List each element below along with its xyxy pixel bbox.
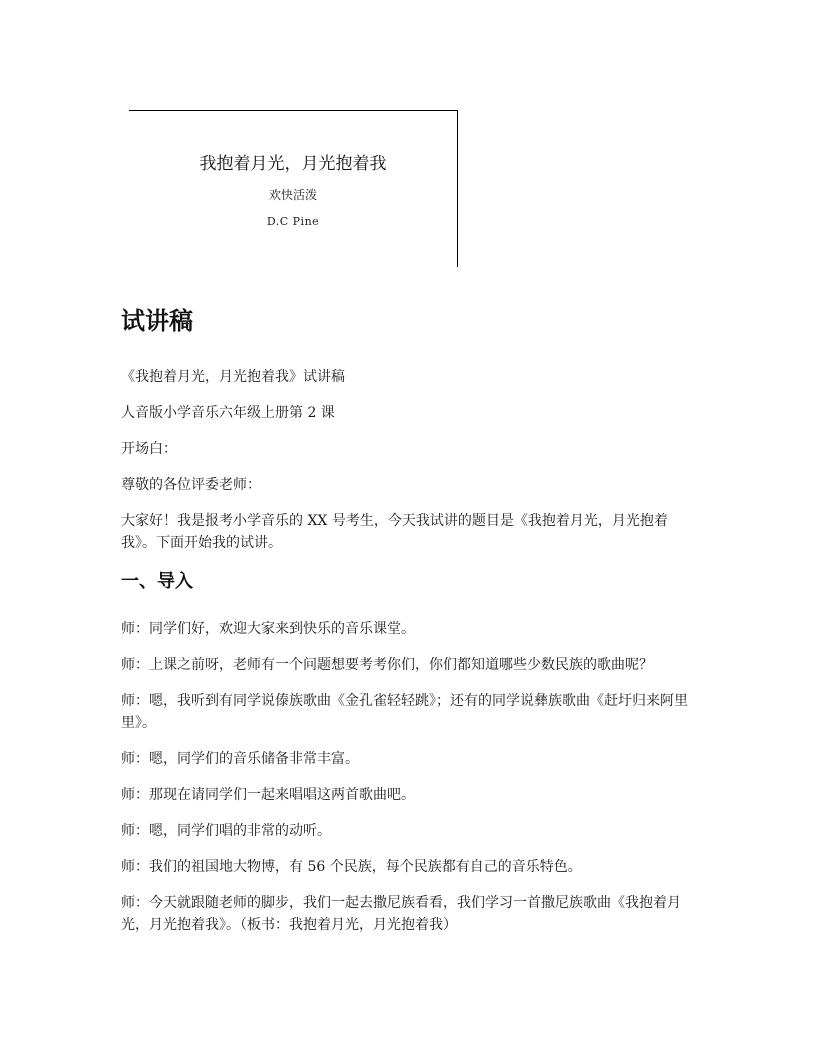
intro-paragraph: 开场白： <box>121 441 177 457</box>
dialogue-paragraph: 师：嗯，我听到有同学说傣族歌曲《金孔雀轻轻跳》；还有的同学说彝族歌曲《赶圩归来阿里里》。 <box>121 693 688 731</box>
document-title: 试讲稿 <box>121 307 193 335</box>
dialogue-paragraph: 师：上课之前呀，老师有一个问题想要考考你们，你们都知道哪些少数民族的歌曲呢？ <box>121 657 653 673</box>
intro-paragraph: 《我抱着月光，月光抱着我》试讲稿 <box>121 369 345 385</box>
score-author: D.C Pine <box>266 215 320 228</box>
score-header-image <box>129 110 458 267</box>
section-heading-intro: 一、导入 <box>121 571 193 592</box>
dialogue-paragraph: 师：嗯，同学们唱的非常的动听。 <box>121 823 331 839</box>
intro-paragraph: 尊敬的各位评委老师： <box>121 477 261 493</box>
document-body <box>121 300 701 950</box>
dialogue-paragraph: 师：我们的祖国地大物博，有 56 个民族，每个民族都有自己的音乐特色。 <box>121 859 582 875</box>
dialogue-paragraph: 师：嗯，同学们的音乐储备非常丰富。 <box>121 751 359 767</box>
dialogue-paragraph: 师：那现在请同学们一起来唱唱这两首歌曲吧。 <box>121 787 415 803</box>
score-title: 我抱着月光，月光抱着我 <box>199 154 387 174</box>
dialogue-paragraph: 师：今天就跟随老师的脚步，我们一起去撒尼族看看，我们学习一首撒尼族歌曲《我抱着月光，月光抱着我》。（板书：我抱着月光，月光抱着我） <box>121 895 681 933</box>
intro-paragraph: 人音版小学音乐六年级上册第 2 课 <box>121 405 335 421</box>
dialogue-paragraph: 师：同学们好，欢迎大家来到快乐的音乐课堂。 <box>121 621 415 637</box>
intro-paragraph: 大家好！我是报考小学音乐的 XX 号考生，今天我试讲的题目是《我抱着月光，月光抱着我》。下面开始我的试讲。 <box>121 513 668 551</box>
score-tempo-marking: 欢快活泼 <box>268 188 317 202</box>
